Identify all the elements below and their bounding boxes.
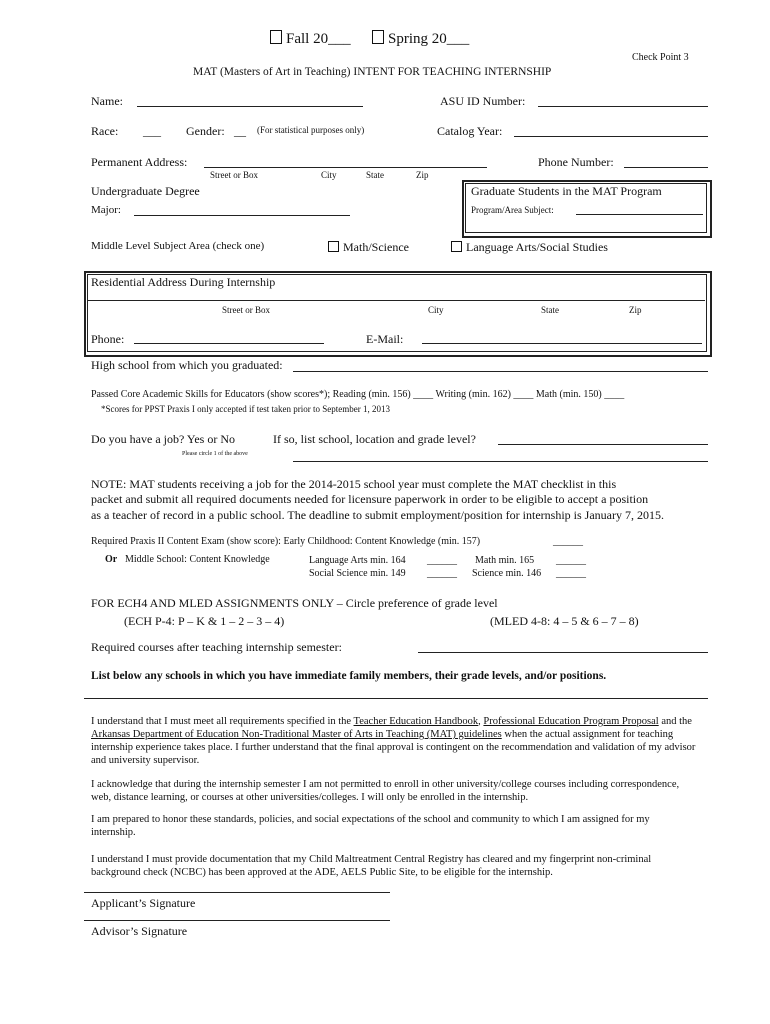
address-state-caption: State [366, 170, 384, 180]
science-min: Science min. 146 [472, 568, 542, 579]
asu-id-label: ASU ID Number: [440, 94, 526, 108]
race-label: Race: [91, 124, 119, 138]
applicant-signature-label: Applicant’s Signature [91, 896, 196, 910]
permanent-address-field[interactable] [204, 167, 487, 168]
language-arts-label: Language Arts/Social Studies [466, 240, 608, 254]
statistical-note: (For statistical purposes only) [257, 125, 365, 135]
ade-guidelines-link[interactable]: Arkansas Department of Education Non-Traditional Master of Arts in Teaching (MAT) guidelines [91, 729, 502, 740]
permanent-address-label: Permanent Address: [91, 155, 188, 169]
spring-term-option[interactable] [372, 30, 469, 48]
residential-address-field[interactable] [87, 300, 705, 301]
praxis-required: Required Praxis II Content Exam (show score): Early Childhood: Content Knowledge (min. 157) [91, 536, 481, 547]
job-details-field[interactable] [498, 444, 708, 445]
statement-standards: I am prepared to honor these standards, policies, and social expectations of the school and community to which I am assigned for my internship. [91, 814, 650, 838]
checkbox-icon[interactable] [372, 30, 384, 44]
program-area-label: Program/Area Subject: [471, 205, 554, 215]
math-score-field[interactable]: ______ [556, 555, 586, 566]
core-skills-line: Passed Core Academic Skills for Educators (show scores*); Reading (min. 156) ____ Writing (min. 162) ____ Math (min. 150) ____ [91, 389, 625, 400]
applicant-signature-field[interactable] [84, 892, 390, 893]
phone-number-label: Phone Number: [538, 155, 614, 169]
checkbox-icon[interactable] [270, 30, 282, 44]
middle-school-label: Middle School: Content Knowledge [125, 554, 270, 565]
lang-arts-score-field[interactable]: ______ [427, 555, 457, 566]
math-min: Math min. 165 [475, 555, 535, 566]
job-details-field-2[interactable] [293, 461, 708, 462]
grade-preference-heading: FOR ECH4 AND MLED ASSIGNMENTS ONLY – Circle preference of grade level [91, 596, 498, 610]
language-arts-option[interactable] [451, 240, 608, 255]
phone-number-field[interactable] [624, 167, 708, 168]
gender-field[interactable]: __ [234, 124, 246, 138]
praxis-or: Or [105, 554, 118, 565]
major-field[interactable] [134, 215, 350, 216]
high-school-field[interactable] [293, 371, 708, 372]
page-title: MAT (Masters of Art in Teaching) INTENT FOR TEACHING INTERNSHIP [193, 66, 552, 78]
address-city-caption: City [321, 170, 337, 180]
math-science-option[interactable] [328, 240, 409, 255]
note-line-3: as a teacher of record in a public school. The deadline to submit employment/position for internship is January 7, 2015. [91, 508, 664, 522]
gender-label: Gender: [186, 124, 225, 138]
residential-title: Residential Address During Internship [91, 275, 276, 289]
required-courses-label: Required courses after teaching internship semester: [91, 640, 342, 654]
catalog-year-field[interactable] [514, 136, 708, 137]
undergrad-degree-label: Undergraduate Degree [91, 184, 200, 198]
res-phone-label: Phone: [91, 332, 125, 346]
advisor-signature-field[interactable] [84, 920, 390, 921]
job-list-question: If so, list school, location and grade level? [273, 432, 476, 446]
social-science-score-field[interactable]: ______ [427, 568, 457, 579]
fall-term-option[interactable] [270, 30, 351, 48]
required-courses-field[interactable] [418, 652, 708, 653]
note-line-1: NOTE: MAT students receiving a job for the 2014-2015 school year must complete the MAT checklist in this [91, 477, 617, 491]
social-science-min: Social Science min. 149 [309, 568, 406, 579]
circle-note: Please circle 1 of the above [182, 451, 248, 457]
address-zip-caption: Zip [416, 170, 429, 180]
statement-background-check: I understand I must provide documentation that my Child Maltreatment Central Registry has cleared and my fingerprint non-criminal background check (NCBC) has been approved at the ADE, AELS Public Site, to be eligible for the internship. [91, 854, 652, 878]
middle-level-label: Middle Level Subject Area (check one) [91, 240, 265, 252]
name-field[interactable] [137, 106, 363, 107]
checkbox-icon[interactable] [328, 241, 339, 252]
statement-text: I understand that I must meet all requirements specified in the [91, 716, 354, 727]
family-schools-heading: List below any schools in which you have immediate family members, their grade levels, and/or positions. [91, 670, 607, 682]
address-street-caption: Street or Box [210, 170, 258, 180]
statement-text: and the [658, 716, 692, 727]
checkbox-icon[interactable] [451, 241, 462, 252]
advisor-signature-label: Advisor’s Signature [91, 924, 188, 938]
statement-text: , [478, 716, 484, 727]
core-skills-note: *Scores for PPST Praxis I only accepted if test taken prior to September 1, 2013 [101, 404, 391, 414]
asu-id-field[interactable] [538, 106, 708, 107]
job-question: Do you have a job? Yes or No [91, 432, 235, 446]
note-line-2: packet and submit all required documents needed for licensure paperwork in order to be eligible to accept a position [91, 492, 649, 506]
race-field[interactable]: ___ [143, 124, 161, 138]
graduate-label: Graduate Students in the MAT Program [471, 184, 662, 198]
email-label: E-Mail: [366, 332, 404, 346]
checkpoint-label: Check Point 3 [632, 52, 689, 63]
email-field[interactable] [422, 343, 702, 344]
science-score-field[interactable]: ______ [556, 568, 586, 579]
res-city-caption: City [428, 305, 444, 315]
math-science-label: Math/Science [343, 240, 409, 254]
program-proposal-link[interactable]: Professional Education Program Proposal [483, 716, 659, 727]
teacher-handbook-link[interactable]: Teacher Education Handbook [353, 716, 479, 727]
program-area-field[interactable] [576, 214, 703, 215]
lang-arts-min: Language Arts min. 164 [309, 555, 406, 566]
name-label: Name: [91, 94, 123, 108]
res-state-caption: State [541, 305, 559, 315]
fall-term-label: Fall 20___ [286, 31, 351, 47]
res-street-caption: Street or Box [222, 305, 270, 315]
res-phone-field[interactable] [134, 343, 324, 344]
mled-grade-options[interactable]: (MLED 4-8: 4 – 5 & 6 – 7 – 8) [490, 614, 639, 628]
catalog-year-label: Catalog Year: [437, 124, 503, 138]
major-label: Major: [91, 204, 121, 216]
spring-term-label: Spring 20___ [388, 31, 470, 47]
family-schools-field[interactable] [84, 698, 708, 699]
early-childhood-score-field[interactable]: ______ [553, 536, 583, 547]
ech-grade-options[interactable]: (ECH P-4: P – K & 1 – 2 – 3 – 4) [124, 614, 285, 628]
res-zip-caption: Zip [629, 305, 642, 315]
high-school-label: High school from which you graduated: [91, 358, 283, 372]
statement-text: when the actual assignment for teaching internship experience takes place. I further understand that the final approval is contingent on the recommendation and validation of my advisor and university supervisor. [91, 729, 696, 766]
statement-requirements [91, 715, 696, 767]
statement-enrollment: I acknowledge that during the internship semester I am not permitted to enroll in other university/college courses including correspondence, web, distance learning, or courses at other universities/colleges. I will only be enrolled in the internship. [91, 779, 680, 803]
